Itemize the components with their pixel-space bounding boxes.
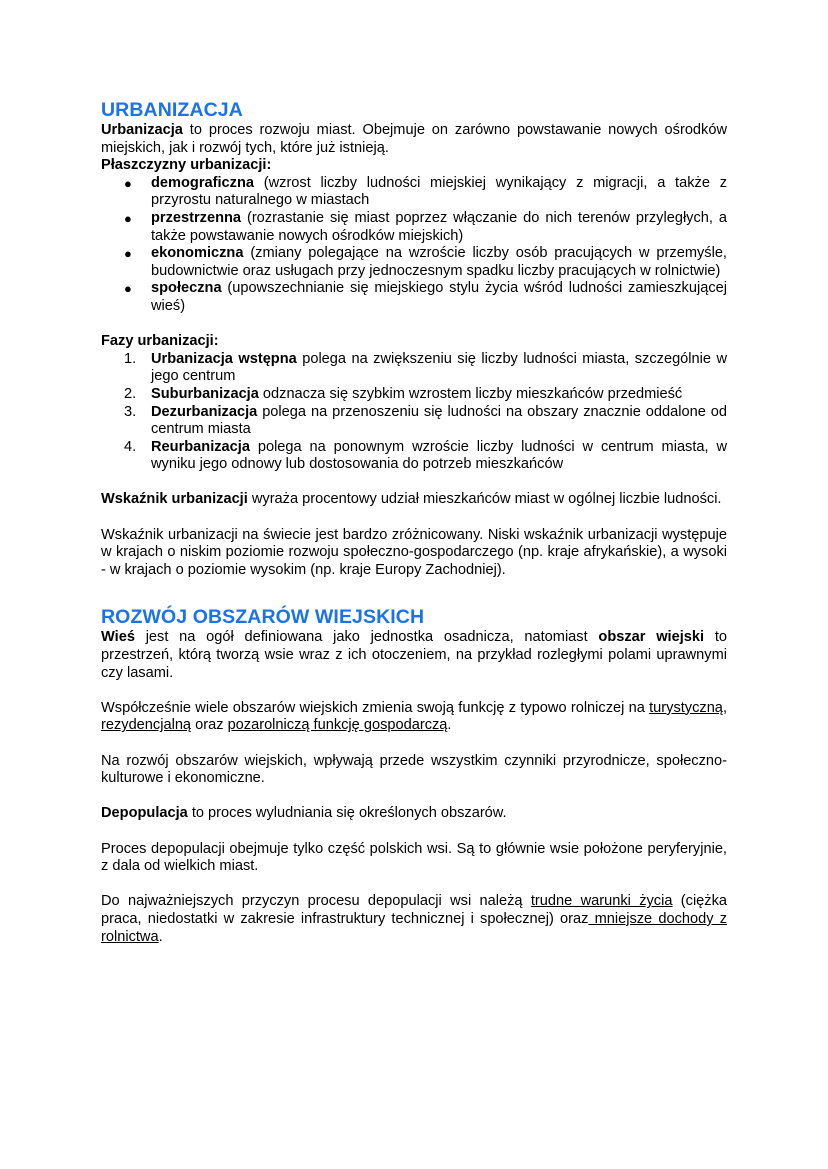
bullet-icon: ● [124,210,132,226]
heading-rural-development: ROZWÓJ OBSZARÓW WIEJSKICH [101,606,425,629]
spacer [101,823,727,841]
bullet-icon: ● [124,246,132,262]
bullet-icon: ● [124,281,132,297]
rural-functions-paragraph: Współcześnie wiele obszarów wiejskich zmienia swoją funkcję z typowo rolniczej na turystyczną, rezydencjalną oraz pozarolniczą funkcję gospodarczą. [101,699,727,734]
spacer [101,579,727,605]
planes-title: Płaszczyzny urbanizacji: [101,157,272,174]
list-item: ● społeczna (upowszechnianie się miejskiego stylu życia wśród ludności zamieszkującej wieś) [124,280,727,314]
depopulation-paragraph: Proces depopulacji obejmuje tylko część polskich wsi. Są to głównie wsie położone peryferyjnie, z dala od wielkich miast. [101,840,727,875]
depopulation-definition: Depopulacja to proces wyludniania się określonych obszarów. [101,805,507,822]
list-item: 1. Urbanizacja wstępna polega na zwiększeniu się liczby ludności miasta, szczególnie w jego centrum [124,350,727,385]
spacer [101,474,727,492]
urbanization-definition: Urbanizacja to proces rozwoju miast. Obejmuje on zarówno powstawanie nowych ośrodków miejskich, jak i rozwój tych, które już istnieją. [101,122,727,156]
term-urbanizacja: Urbanizacja [101,122,183,138]
phases-list [101,351,727,474]
village-definition: Wieś jest na ogół definiowana jako jednostka osadnicza, natomiast obszar wiejski to przestrzeń, którą tworzą wsie wraz z ich otoczeniem, na przykład rozległymi polami uprawnymi czy lasami. [101,629,727,681]
list-item: 4. Reurbanizacja polega na ponownym wzroście liczby ludności w centrum miasta, w wyniku jego odnowy lub dostosowania do potrzeb mieszkańców [124,438,727,473]
spacer [101,735,727,753]
spacer [101,876,727,894]
rural-factors-paragraph: Na rozwój obszarów wiejskich, wpływają przede wszystkim czynniki przyrodnicze, społeczno-kulturowe i ekonomiczne. [101,752,727,787]
spacer [101,682,727,700]
spacer [101,509,727,527]
list-item: 2. Suburbanizacja odznacza się szybkim wzrostem liczby mieszkańców przedmieść [124,385,683,402]
list-item: ● ekonomiczna (zmiany polegające na wzroście liczby osób pracujących w przemyśle, budownictwie oraz usługach przy jednoczesnym spadku liczby pracujących w rolnictwie) [124,245,727,279]
urbanization-world-paragraph: Wskaźnik urbanizacji na świecie jest bardzo zróżnicowany. Niski wskaźnik urbanizacji występuje w krajach o niskim poziomie rozwoju społeczno-gospodarczego (np. kraje afrykańskie), a wysoki - w krajach o poziomie wysokim (np. kraje Europy Zachodniej). [101,526,727,578]
depopulation-causes-paragraph: Do najważniejszych przyczyn procesu depopulacji wsi należą trudne warunki życia (ciężka praca, niedostatki w zakresie infrastruktury technicznej i społecznej) oraz mniejsze dochody z rolnictwa. [101,893,728,945]
urbanization-index-definition: Wskaźnik urbanizacji wyraża procentowy udział mieszkańców miast w ogólnej liczbie ludności. [101,491,722,508]
list-item: ● przestrzenna (rozrastanie się miast poprzez włączanie do nich terenów przyległych, a także powstawanie nowych ośrodków miejskich) [124,209,727,244]
spacer [101,788,727,806]
spacer [101,316,727,334]
list-item: ● demograficzna (wzrost liczby ludności miejskiej wynikający z migracji, a także z przyrostu naturalnego w miastach [124,174,727,209]
bullet-icon: ● [124,175,132,191]
list-item: 3. Dezurbanizacja polega na przenoszeniu się ludności na obszary znacznie oddalone od centrum miasta [124,403,727,438]
phases-title: Fazy urbanizacji: [101,333,219,350]
planes-list [101,175,727,316]
heading-urbanizacja: URBANIZACJA [101,99,243,121]
